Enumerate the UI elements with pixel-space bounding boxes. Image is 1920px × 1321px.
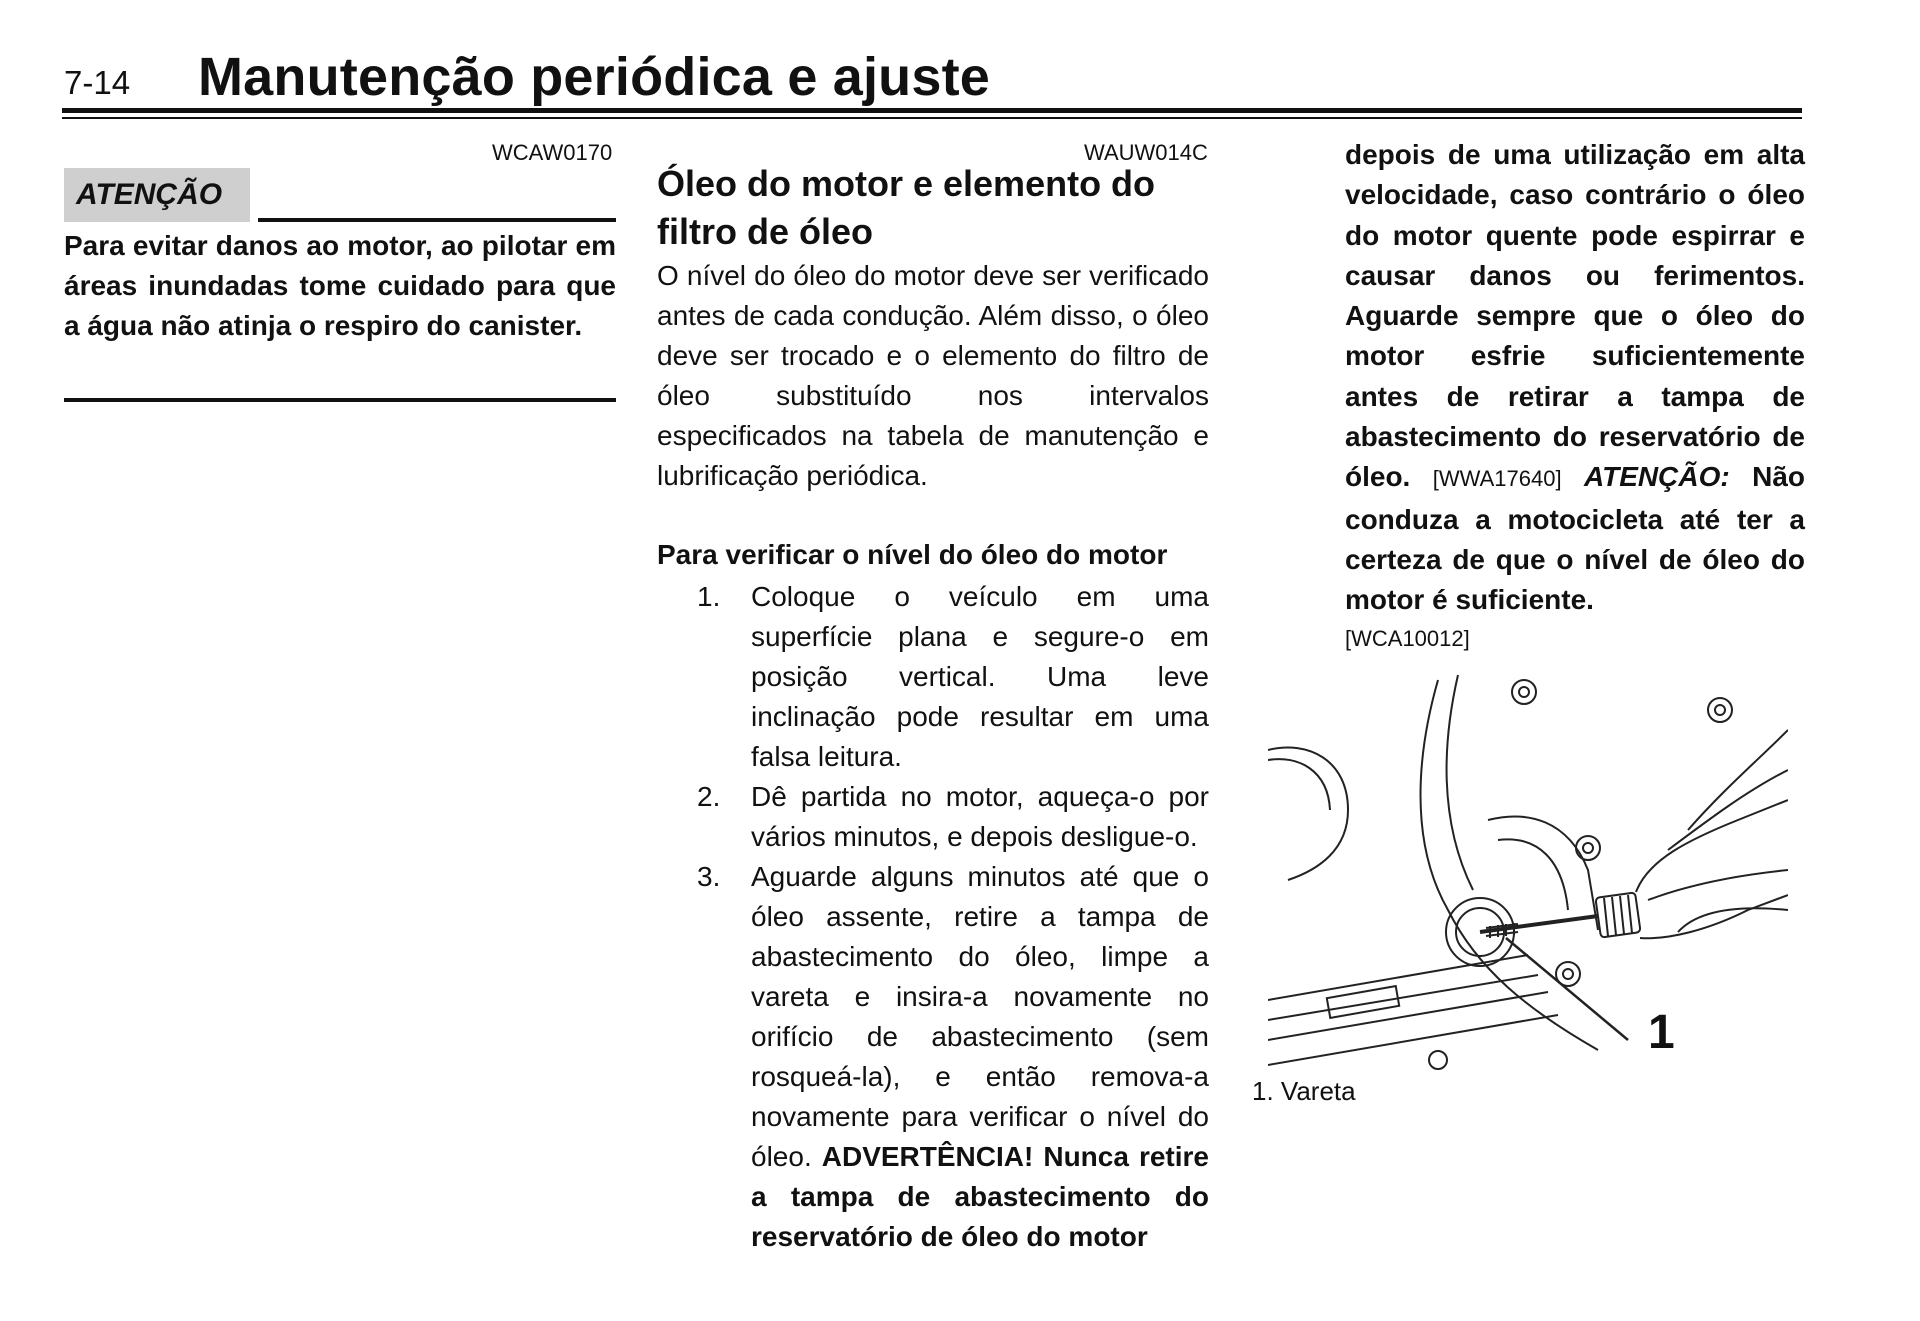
continuation-text: depois de uma utilização em alta velocidade, caso contrário o óleo do motor quente pode espirrar e causar danos ou ferimentos. Aguarde sempre que o óleo do motor esfrie suficientemente antes de retirar a tampa de abastecimento do reservatório de óleo.: [1345, 139, 1805, 493]
attention-text: Não conduza a motocicleta até ter a certeza de que o nível de óleo do motor é suficiente.: [1345, 461, 1805, 616]
figure-caption: 1. Vareta: [1252, 1076, 1356, 1106]
section-code: WAUW014C: [1084, 140, 1208, 165]
dipstick-figure: [1268, 670, 1788, 1090]
warning-label: ATENÇÃO: [64, 168, 250, 222]
title-rule-thin: [62, 117, 1802, 119]
warning-bottom-rule: [64, 398, 616, 402]
warning-continuation: [1345, 135, 1805, 621]
step-number: 2.: [697, 781, 721, 812]
warning-code: WCAW0170: [492, 140, 613, 165]
warning-text: Para evitar danos ao motor, ao pilotar em áreas inundadas tome cuidado para que a água não atinja o respiro do canister.: [64, 230, 616, 341]
step-number: 1.: [697, 581, 721, 612]
page-number: 7-14: [64, 64, 131, 101]
warning-code-wwa: [WWA17640]: [1432, 466, 1562, 492]
step-text: Aguarde alguns minutos até que o óleo assente, retire a tampa de abastecimento do óleo, limpe a vareta e insira-a novamente no orifício de abastecimento (sem rosqueá-la), e então remova-a novamente para verificar o nível do óleo.: [751, 861, 1209, 1172]
list-item: [657, 777, 1209, 857]
step-text: Coloque o veículo em uma superfície plana e segure-o em posição vertical. Uma leve inclinação pode resultar em uma falsa leitura.: [751, 581, 1209, 772]
list-item: [657, 577, 1209, 777]
caution-code-wca: [WCA10012]: [1345, 626, 1470, 651]
step-warning: ADVERTÊNCIA! Nunca retire a tampa de abastecimento do reservatório de óleo do motor: [751, 1141, 1210, 1252]
step-number: 3.: [697, 861, 721, 892]
step-text: Dê partida no motor, aqueça-o por vários minutos, e depois desligue-o.: [751, 781, 1209, 852]
figure-callout: 1: [1648, 1006, 1675, 1059]
section-title: Óleo do motor e elemento do filtro de óleo: [657, 163, 1156, 252]
steps-list: [657, 577, 1209, 1257]
warning-label-rule: [258, 218, 616, 222]
title-rule-thick: [62, 108, 1802, 113]
attention-label: ATENÇÃO:: [1583, 461, 1730, 493]
page-title: Manutenção periódica e ajuste: [198, 47, 991, 107]
section-intro: O nível do óleo do motor deve ser verificado antes de cada condução. Além disso, o óleo deve ser trocado e o elemento do filtro de óleo substituído nos intervalos especificados na tabela de manutenção e lubrificação periódica.: [657, 260, 1209, 491]
list-item: [657, 857, 1209, 1257]
sub-heading: Para verificar o nível do óleo do motor: [657, 539, 1168, 570]
